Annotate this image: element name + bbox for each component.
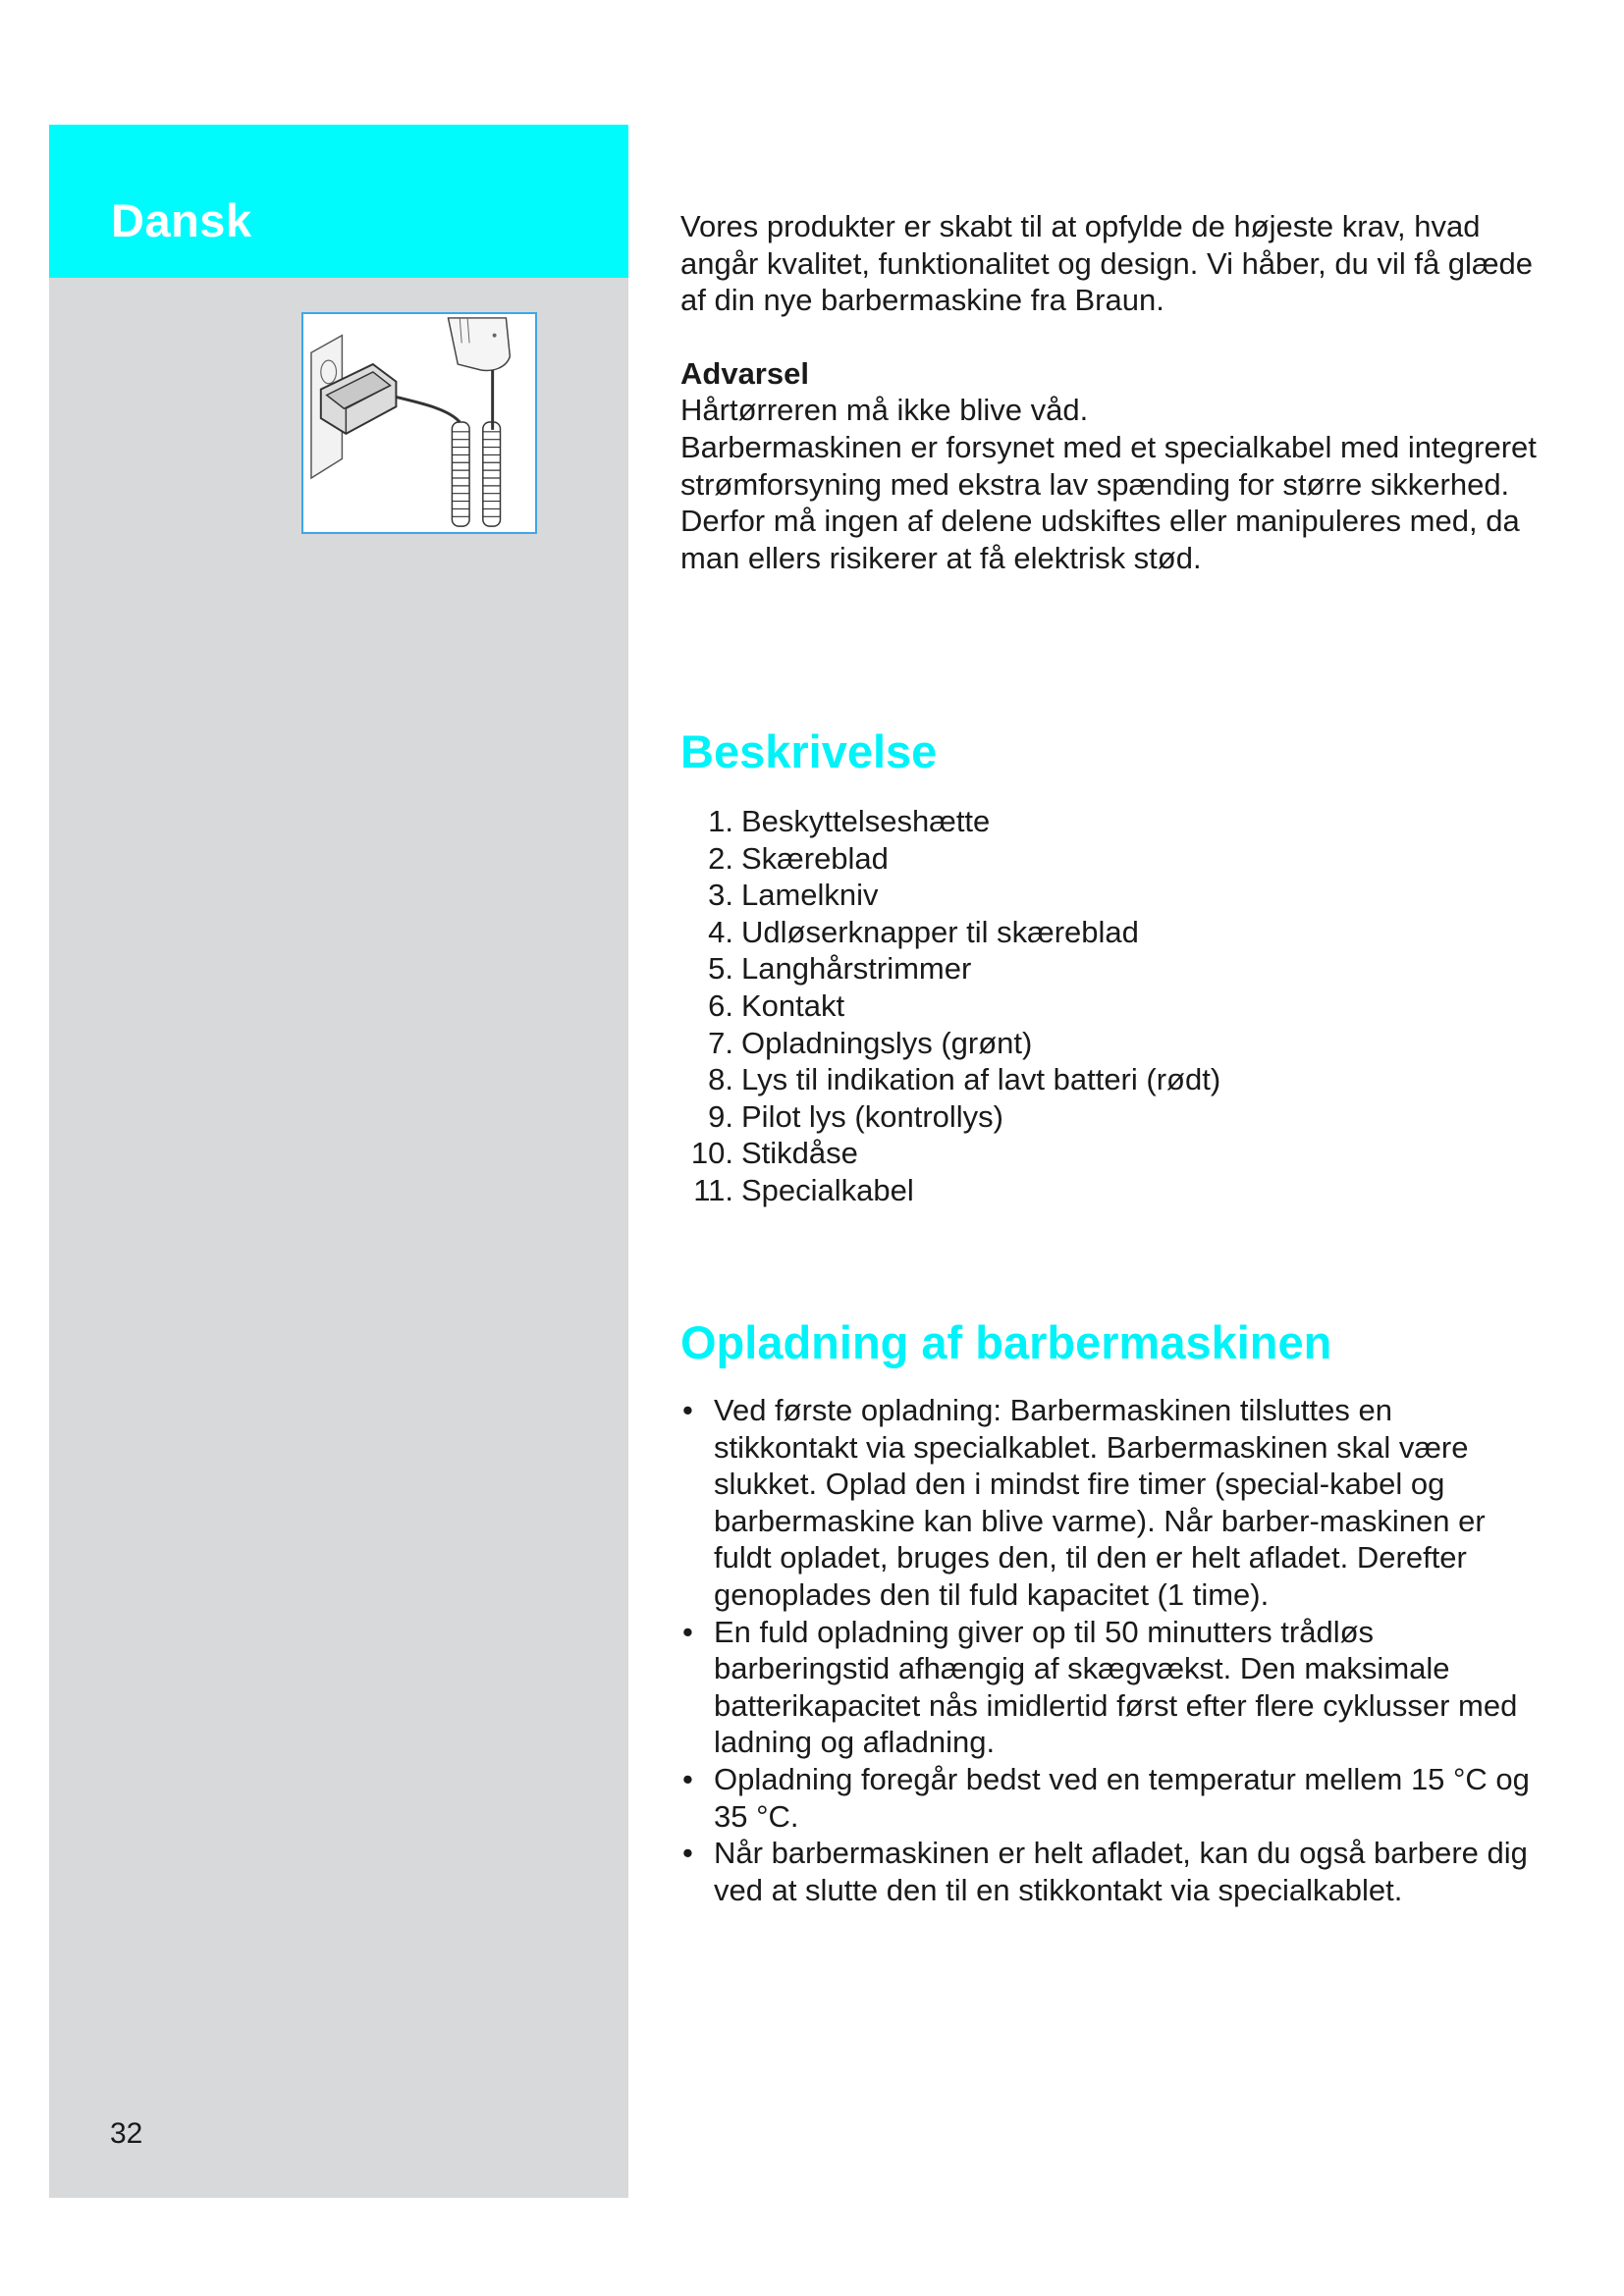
list-item: 1. Beskyttelseshætte (708, 804, 991, 838)
bullet-item: • En fuld opladning giver op til 50 minutters trådløs barberingstid afhængig af skægvækst. Den maksimale batterikapacitet nås imidlertid først efter flere cyklusser med ladning og afladning. (682, 1614, 1518, 1760)
warning-title: Advarsel (680, 355, 809, 391)
list-item: 11. Specialkabel (693, 1172, 914, 1207)
description-heading: Beskrivelse (680, 725, 938, 777)
description-list (680, 803, 1220, 1209)
language-title: Dansk (111, 194, 252, 246)
list-item: 9. Pilot lys (kontrollys) (708, 1098, 1003, 1134)
bullet-item: • Opladning foregår bedst ved en temperatur mellem 15 °C og 35 °C. (682, 1761, 1530, 1834)
list-item: 7. Opladningslys (grønt) (708, 1025, 1033, 1060)
list-item: 5. Langhårstrimmer (708, 951, 972, 987)
main-content (680, 208, 1544, 576)
charging-list (680, 1392, 1544, 1908)
list-item: 2. Skæreblad (708, 840, 889, 876)
bullet-item: • Når barbermaskinen er helt afladet, kan du også barbere dig ved at slutte den til en stikkontakt via specialkablet. (682, 1836, 1528, 1907)
warning-line: Hårtørreren må ikke blive våd. (680, 393, 1089, 428)
plug-cable-icon (301, 312, 537, 534)
language-band (49, 125, 628, 278)
intro-paragraph: Vores produkter er skabt til at opfylde de højeste krav, hvad angår kvalitet, funktionalitet og design. Vi håber, du vil få glæde af din nye barbermaskine fra Braun. (680, 209, 1533, 318)
list-item: 4. Udløserknapper til skæreblad (708, 914, 1139, 949)
bullet-item: • Ved første opladning: Barbermaskinen tilsluttes en stikkontakt via specialkablet. Barbermaskinen skal være slukket. Oplad den i mindst fire timer (special-kabel og barbermaskine kan blive varme). Når barber-maskinen er fuldt opladet, bruges den, til den er helt afladet. Derefter genoplades den til fuld kapacitet (1 time). (682, 1393, 1486, 1612)
list-item: 10. Stikdåse (690, 1136, 858, 1171)
list-item: 8. Lys til indikation af lavt batteri (rødt) (708, 1062, 1221, 1097)
warning-body: Barbermaskinen er forsynet med et specialkabel med integreret strømforsyning med ekstra lav spænding for større sikkerhed. Derfor må ingen af delene udskiftes eller manipuleres med, da man ellers risikerer at få elektrisk stød. (680, 429, 1537, 575)
page-number: 32 (110, 2117, 143, 2150)
charging-heading: Opladning af barbermaskinen (680, 1316, 1332, 1368)
list-item: 3. Lamelkniv (708, 878, 879, 913)
list-item: 6. Kontakt (708, 988, 845, 1023)
